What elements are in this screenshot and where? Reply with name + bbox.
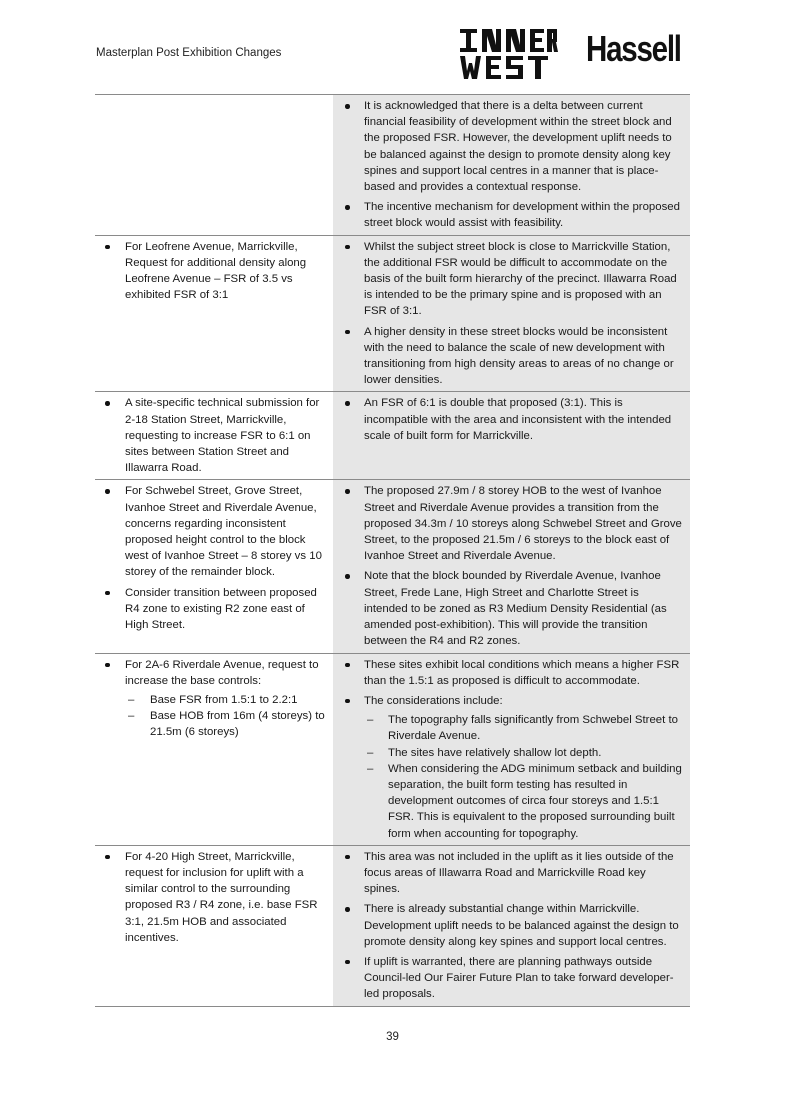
request-list bbox=[97, 239, 329, 304]
request-cell bbox=[95, 95, 333, 236]
response-item: A higher density in these street blocks would be inconsistent with the need to balance the scale of new development with transitioning from high density areas to areas of no change or lower densities. bbox=[337, 324, 684, 389]
request-item-text: For 2A-6 Riverdale Avenue, request to increase the base controls: bbox=[125, 658, 319, 687]
request-item: For 4-20 High Street, Marrickville, request for inclusion for uplift with a similar control to the surrounding proposed R3 / R4 zone, i.e. base FSR 3:1, 21.5m HOB and associated incentives. bbox=[97, 849, 329, 946]
response-item: It is acknowledged that there is a delta between current financial feasibility of development within the street block and the proposed FSR. However, the development uplift needs to be balanced against the design to promote density along key spines and support local centres in a manner that is place-based and provides a contextual response. bbox=[337, 98, 684, 195]
response-item bbox=[337, 693, 684, 842]
hassell-logo: Hassell bbox=[586, 28, 681, 69]
response-cell bbox=[333, 95, 690, 236]
response-cell bbox=[333, 480, 690, 653]
response-cell bbox=[333, 235, 690, 392]
page-number: 39 bbox=[386, 1031, 399, 1043]
response-item: These sites exhibit local conditions which means a higher FSR than the 1.5:1 as proposed is difficult to accommodate. bbox=[337, 657, 684, 689]
response-subitem: – When considering the ADG minimum setback and building separation, the built form testing has resulted in development outcomes of circa four storeys and 1.5:1 FSR. This is equivalent to the proposed surrounding built form when accounting for topography. bbox=[364, 761, 684, 842]
document-title: Masterplan Post Exhibition Changes bbox=[96, 47, 282, 59]
response-item: An FSR of 6:1 is double that proposed (3:1). This is incompatible with the area and inconsistent with the intended scale of built form for Marrickville. bbox=[337, 395, 684, 444]
request-subitem: – Base HOB from 16m (4 storeys) to 21.5m (6 storeys) bbox=[125, 708, 329, 740]
response-cell bbox=[333, 653, 690, 845]
request-list bbox=[97, 483, 329, 633]
response-subitem: – The sites have relatively shallow lot depth. bbox=[364, 745, 684, 761]
response-item: Whilst the subject street block is close to Marrickville Station, the additional FSR would be difficult to accommodate on the basis of the built form hierarchy of the precinct. Illawarra Road is intended to be the primary spine and is proposed with an FSR of 3:1. bbox=[337, 239, 684, 320]
response-list bbox=[337, 483, 684, 649]
response-item-text: The considerations include: bbox=[364, 694, 503, 707]
response-item: Note that the block bounded by Riverdale Avenue, Ivanhoe Street, Frede Lane, High Street and Charlotte Street is intended to be zoned as R3 Medium Density Residential (as amended post-exhibition). This will provide the transition between the R4 and R2 zones. bbox=[337, 568, 684, 649]
request-item: For Leofrene Avenue, Marrickville, Request for additional density along Leofrene Avenue – FSR of 3.5 vs exhibited FSR of 3:1 bbox=[97, 239, 329, 304]
page-header bbox=[0, 0, 785, 90]
response-item: The proposed 27.9m / 8 storey HOB to the west of Ivanhoe Street and Riverdale Avenue provides a transition from the proposed 34.3m / 10 storeys along Schwebel Street and Grove Street, to the proposed 21.5m / 6 storeys to the block east of Ivanhoe Street and Riverdale Avenue. bbox=[337, 483, 684, 564]
request-cell bbox=[95, 845, 333, 1006]
response-list bbox=[337, 239, 684, 389]
request-list bbox=[97, 395, 329, 476]
request-list bbox=[97, 849, 329, 946]
response-sublist bbox=[364, 712, 684, 842]
response-item: The incentive mechanism for development within the proposed street block would assist with feasibility. bbox=[337, 199, 684, 231]
response-item: If uplift is warranted, there are planning pathways outside Council-led Our Fairer Future Plan to take forward developer-led proposals. bbox=[337, 954, 684, 1003]
response-cell bbox=[333, 392, 690, 480]
request-cell bbox=[95, 653, 333, 845]
table-row bbox=[95, 392, 690, 480]
submissions-table bbox=[95, 94, 690, 1007]
table-row bbox=[95, 480, 690, 653]
response-item: There is already substantial change within Marrickville. Development uplift needs to be balanced against the design to promote density along key spines and support local centres. bbox=[337, 901, 684, 950]
request-cell bbox=[95, 392, 333, 480]
table-row bbox=[95, 845, 690, 1006]
inner-west-logo bbox=[458, 27, 558, 81]
response-list bbox=[337, 395, 684, 444]
request-item bbox=[97, 657, 329, 741]
request-list bbox=[97, 657, 329, 741]
response-cell bbox=[333, 845, 690, 1006]
response-list bbox=[337, 849, 684, 1003]
request-item: For Schwebel Street, Grove Street, Ivanhoe Street and Riverdale Avenue, concerns regarding inconsistent proposed height control to the block west of Ivanhoe Street – 8 storey vs 10 storey of the remainder block. bbox=[97, 483, 329, 580]
response-subitem: – The topography falls significantly from Schwebel Street to Riverdale Avenue. bbox=[364, 712, 684, 744]
response-list bbox=[337, 98, 684, 232]
request-item: A site-specific technical submission for 2-18 Station Street, Marrickville, requesting to increase FSR to 6:1 on sites between Station Street and Illawarra Road. bbox=[97, 395, 329, 476]
request-cell bbox=[95, 480, 333, 653]
request-sublist bbox=[125, 692, 329, 741]
table-row bbox=[95, 235, 690, 392]
table-row bbox=[95, 653, 690, 845]
request-item: Consider transition between proposed R4 zone to existing R2 zone east of High Street. bbox=[97, 585, 329, 634]
response-item: This area was not included in the uplift as it lies outside of the focus areas of Illawarra Road and Marrickville Road key spines. bbox=[337, 849, 684, 898]
table-row bbox=[95, 95, 690, 236]
request-subitem: – Base FSR from 1.5:1 to 2.2:1 bbox=[125, 692, 329, 708]
response-list bbox=[337, 657, 684, 842]
request-cell bbox=[95, 235, 333, 392]
